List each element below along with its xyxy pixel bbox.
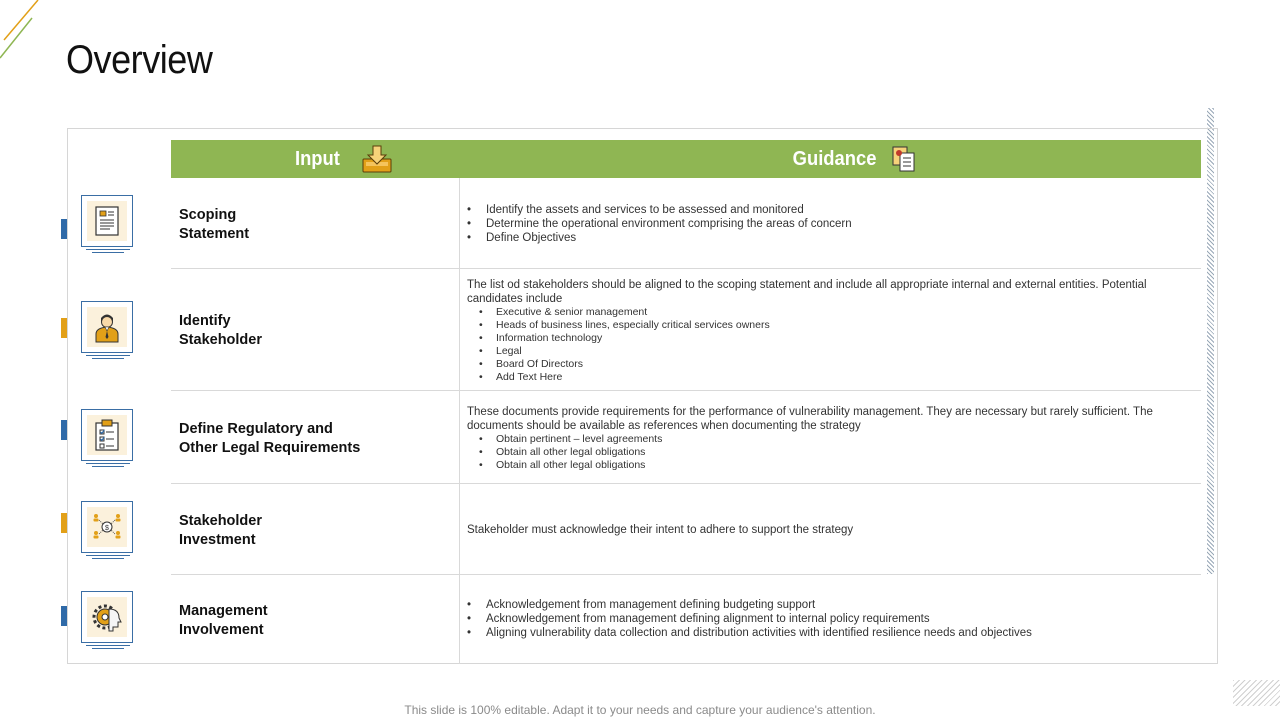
list-item: • Aligning vulnerability data collection and distribution activities with identified resilience needs and objectives [467,626,1192,640]
icon-underline [86,555,130,561]
header-guidance-label: Guidance [792,147,877,170]
row-icon-box [81,501,133,553]
guidance-intro: These documents provide requirements for the performance of vulnerability management. They are necessary but rarely sufficient. The documents should be available as references when documenting the strategy [467,406,1153,432]
gear-head-icon [91,601,123,633]
businessman-icon [93,311,121,343]
stakeholders-dollar-icon [91,512,123,542]
row-marker [61,513,67,533]
row-marker [61,219,67,239]
row-guidance [467,598,1192,640]
table-header [171,140,1201,178]
row-icon-box [81,195,133,247]
svg-text:$: $ [105,525,109,532]
download-tray-icon [362,144,392,174]
row-marker [61,318,67,338]
row-label: Identify Stakeholder [179,313,262,348]
row-label: Scoping Statement [179,207,250,242]
row-guidance [467,523,1192,537]
list-item: • Legal [467,345,1192,358]
row-separator [171,268,1201,269]
header-guidance [789,140,916,178]
row-guidance [467,405,1192,472]
list-item: • Identify the assets and services to be assessed and monitored [467,203,1192,217]
header-input-label: Input [294,147,340,170]
list-item: • Executive & senior management [467,306,1192,319]
list-item: • Obtain all other legal obligations [467,459,1192,472]
column-divider [459,178,460,664]
list-item: • Obtain all other legal obligations [467,446,1192,459]
row-icon-box [81,301,133,353]
page-title: Overview [66,38,213,82]
list-item: • Acknowledgement from management defining budgeting support [467,598,1192,612]
icon-underline [86,249,130,255]
icon-underline [86,355,130,361]
icon-underline [86,463,130,469]
clipboard-checklist-icon [94,419,120,451]
row-separator [171,574,1201,575]
list-item: • Heads of business lines, especially critical services owners [467,319,1192,332]
row-guidance [467,278,1192,384]
row-guidance [467,203,1192,245]
footer-note: This slide is 100% editable. Adapt it to your needs and capture your audience's attention. [404,703,876,717]
list-item: • Board Of Directors [467,358,1192,371]
row-icon-box [81,591,133,643]
list-item: • Add Text Here [467,371,1192,384]
guidance-text: Stakeholder must acknowledge their intent to adhere to support the strategy [467,524,854,536]
row-label: Define Regulatory and Other Legal Requirements [179,421,361,456]
row-separator [171,390,1201,391]
row-marker [61,420,67,440]
list-item: • Acknowledgement from management defining alignment to internal policy requirements [467,612,1192,626]
list-item: • Information technology [467,332,1192,345]
row-label: Management Involvement [179,603,268,638]
guidance-intro: The list od stakeholders should be aligned to the scoping statement and include all appropriate internal and external entities. Potential candidates include [467,279,1147,305]
list-item: • Obtain pertinent – level agreements [467,433,1192,446]
row-label: Stakeholder Investment [179,513,262,548]
row-marker [61,606,67,626]
list-item: • Determine the operational environment comprising the areas of concern [467,217,1192,231]
icon-underline [86,645,130,651]
corner-accent-lines [0,0,40,60]
list-item: • Define Objectives [467,231,1192,245]
header-input [293,140,392,178]
document-profile-icon [892,146,916,172]
row-icon-box [81,409,133,461]
document-icon [94,206,120,236]
row-separator [171,483,1201,484]
